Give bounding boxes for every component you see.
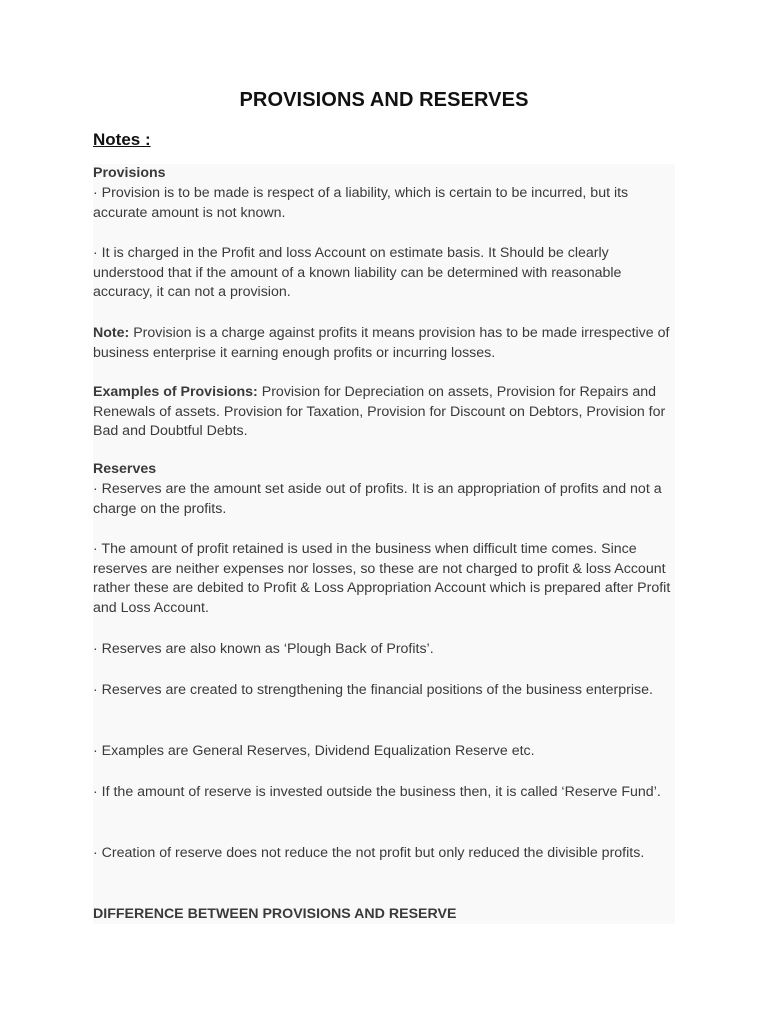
provisions-heading: Provisions: [93, 165, 166, 181]
page-title: PROVISIONS AND RESERVES: [239, 89, 529, 111]
note-label: Note:: [93, 325, 130, 341]
reserves-paragraph-2: · The amount of profit retained is used in the business when difficult time comes. Since reserves are neither expenses nor losses, so these are not charged to profit & loss Account rather these are debited to Profit & Loss Appropriation Account which is prepared after Profit and Loss Account.: [93, 541, 671, 616]
note-text: Provision is a charge against profits it means provision has to be made irrespective of business enterprise it earning enough profits or incurring losses.: [93, 325, 670, 361]
reserves-paragraph-1: · Reserves are the amount set aside out of profits. It is an appropriation of profits and not a charge on the profits.: [93, 481, 662, 517]
notes-heading: Notes :: [93, 130, 151, 149]
reserves-paragraph-7: · Creation of reserve does not reduce the not profit but only reduced the divisible profits.: [93, 845, 645, 861]
provisions-paragraph-2: · It is charged in the Profit and loss Account on estimate basis. It Should be clearly understood that if the amount of a known liability can be determined with reasonable accuracy, it can not a provision.: [93, 245, 622, 301]
reserves-paragraph-3: · Reserves are also known as ‘Plough Back of Profits’.: [93, 641, 434, 657]
provisions-examples: [93, 383, 675, 442]
provisions-paragraph-1: · Provision is to be made is respect of a liability, which is certain to be incurred, but its accurate amount is not known.: [93, 185, 629, 221]
examples-label: Examples of Provisions:: [93, 384, 258, 400]
examples-text: Provision for Depreciation on assets, Provision for Repairs and Renewals of assets. Provision for Taxation, Provision for Discount on Debtors, Provision for Bad and Doubtful Debts.: [93, 384, 666, 440]
reserves-heading: Reserves: [93, 461, 157, 477]
reserves-paragraph-4: · Reserves are created to strengthening the financial positions of the business enterprise.: [93, 682, 653, 698]
difference-heading: DIFFERENCE BETWEEN PROVISIONS AND RESERVE: [93, 906, 457, 922]
provisions-note: [93, 324, 675, 363]
reserves-paragraph-6: · If the amount of reserve is invested outside the business then, it is called ‘Reserve Fund’.: [93, 784, 661, 800]
notes-content: [93, 164, 675, 924]
reserves-paragraph-5: · Examples are General Reserves, Dividend Equalization Reserve etc.: [93, 743, 535, 759]
